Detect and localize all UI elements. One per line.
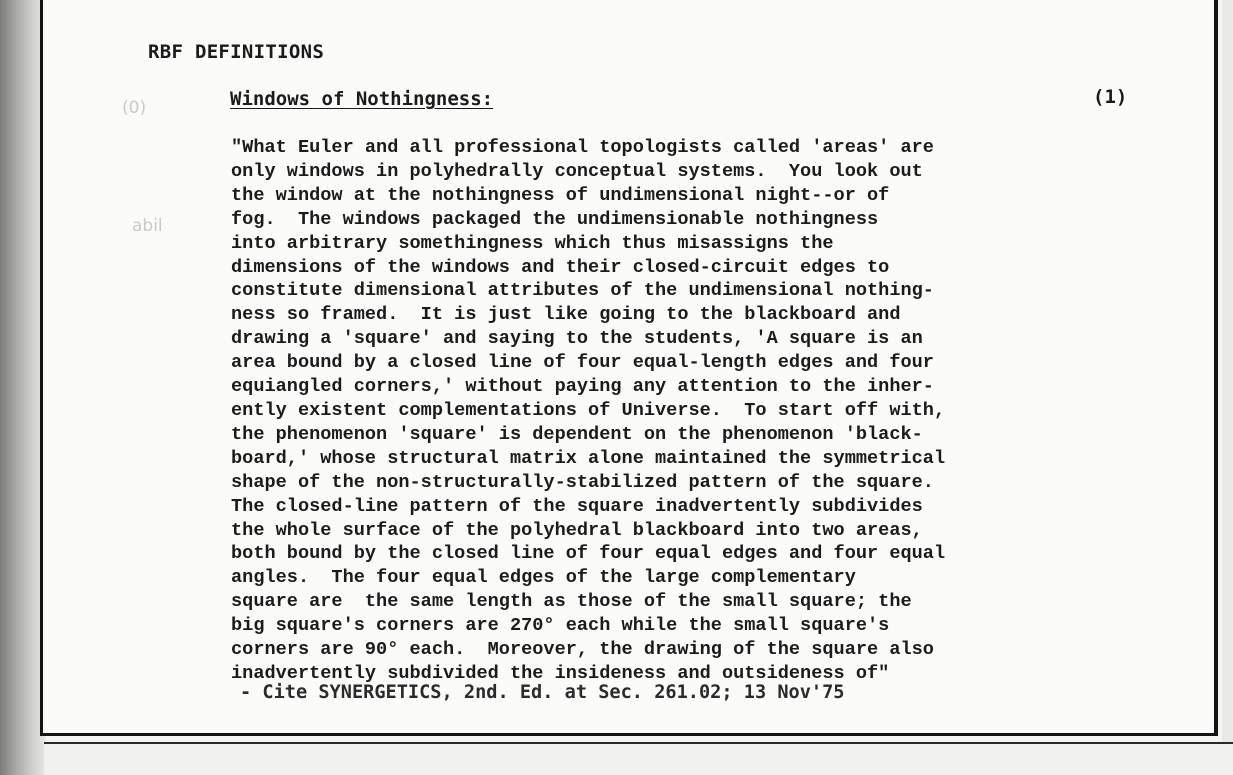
- quote-line: inadvertently subdivided the insideness and outsideness of": [231, 662, 890, 684]
- quote-line: angles. The four equal edges of the large complementary: [231, 567, 856, 589]
- quote-line: corners are 90° each. Moreover, the drawing of the square also: [231, 639, 934, 661]
- bleed-through-mark: abil: [132, 216, 163, 236]
- quote-line: the whole surface of the polyhedral blackboard into two areas,: [231, 519, 923, 541]
- quote-line: fog. The windows packaged the undimensionable nothingness: [231, 208, 879, 230]
- quote-line: constitute dimensional attributes of the undimensional nothing-: [231, 280, 934, 302]
- next-card-edge: [44, 742, 1233, 775]
- quote-line: the window at the nothingness of undimensional night--or of: [231, 184, 890, 206]
- definition-quote: [231, 136, 1171, 686]
- quote-line: both bound by the closed line of four equal edges and four equal: [231, 543, 946, 565]
- quote-line: the phenomenon 'square' is dependent on the phenomenon 'black-: [231, 423, 923, 445]
- citation-line: - Cite SYNERGETICS, 2nd. Ed. at Sec. 261.02; 13 Nov'75: [240, 682, 845, 703]
- quote-line: area bound by a closed line of four equal-length edges and four: [231, 352, 934, 374]
- section-heading: RBF DEFINITIONS: [148, 41, 325, 63]
- quote-line: drawing a 'square' and saying to the students, 'A square is an: [231, 328, 923, 350]
- bleed-through-mark: (0): [122, 98, 147, 118]
- quote-line: big square's corners are 270° each while the small square's: [231, 615, 890, 637]
- quote-line: The closed-line pattern of the square inadvertently subdivides: [231, 495, 923, 517]
- entry-number: (1): [1093, 86, 1128, 108]
- quote-line: ently existent complementations of Universe. To start off with,: [231, 399, 946, 421]
- quote-line: shape of the non-structurally-stabilized pattern of the square.: [231, 471, 934, 493]
- quote-line: board,' whose structural matrix alone maintained the symmetrical: [231, 447, 946, 469]
- quote-line: square are the same length as those of the small square; the: [231, 591, 912, 613]
- entry-title: Windows of Nothingness:: [230, 88, 494, 110]
- quote-line: only windows in polyhedrally conceptual systems. You look out: [231, 160, 923, 182]
- scan-edge-right: [1222, 0, 1233, 775]
- quote-line: equiangled corners,' without paying any attention to the inher-: [231, 376, 934, 398]
- quote-line: "What Euler and all professional topologists called 'areas' are: [231, 137, 934, 158]
- quote-line: dimensions of the windows and their closed-circuit edges to: [231, 256, 890, 278]
- quote-line: into arbitrary somethingness which thus misassigns the: [231, 232, 834, 254]
- quote-line: ness so framed. It is just like going to the blackboard and: [231, 304, 901, 326]
